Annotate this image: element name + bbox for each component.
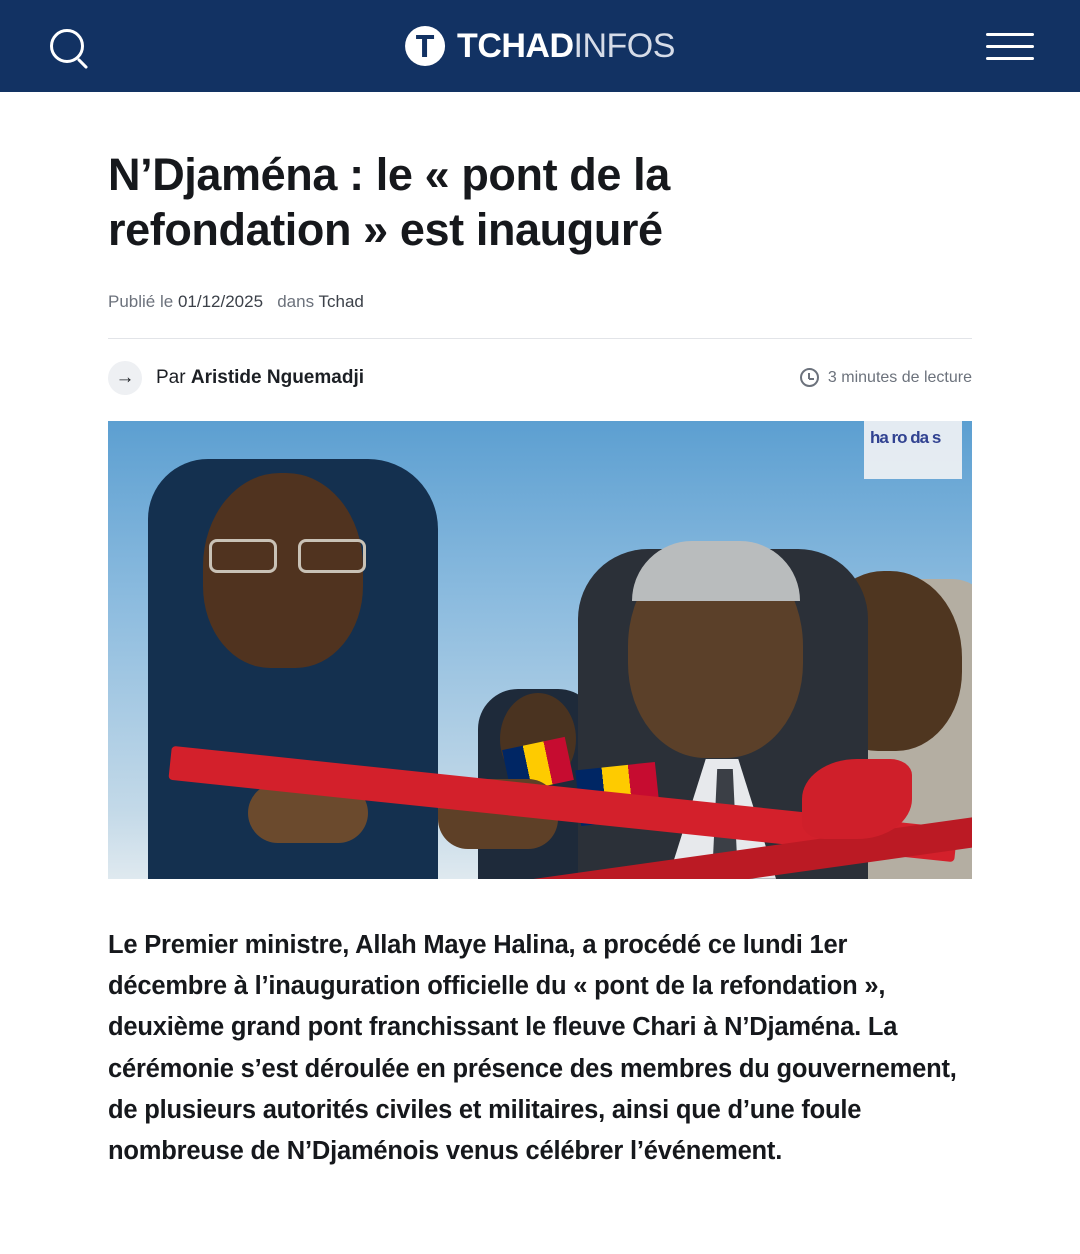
clock-icon	[800, 368, 819, 387]
published-prefix: Publié le	[108, 291, 174, 311]
brand-wordmark	[457, 29, 675, 63]
ribbon-bow	[802, 759, 912, 839]
menu-bar-3	[986, 57, 1034, 60]
byline-row	[108, 361, 972, 395]
article-hero-image	[108, 421, 972, 879]
search-button[interactable]	[40, 19, 94, 73]
meta-divider	[108, 338, 972, 339]
brand-primary: TCHAD	[457, 27, 574, 65]
read-time	[800, 368, 972, 387]
site-logo[interactable]	[405, 26, 675, 66]
image-watermark: ha ro da s	[864, 421, 962, 479]
byline[interactable]	[108, 361, 364, 395]
article-meta	[108, 292, 972, 312]
category-prefix: dans	[277, 291, 315, 311]
published-date: 01/12/2025	[177, 291, 264, 311]
search-icon	[50, 29, 84, 63]
arrow-right-icon: →	[108, 361, 142, 395]
byline-text	[156, 367, 364, 389]
read-time-label: 3 minutes de lecture	[827, 368, 972, 386]
brand-secondary: INFOS	[573, 27, 675, 65]
hamburger-menu-icon[interactable]	[986, 24, 1040, 68]
article-body	[0, 92, 1080, 1173]
category-link[interactable]: Tchad	[318, 291, 364, 311]
page-title: N’Djaména : le « pont de la refondation » est inauguré	[108, 149, 670, 255]
menu-bar-2	[986, 45, 1034, 48]
menu-bar-1	[986, 33, 1034, 36]
byline-prefix: Par	[156, 366, 186, 388]
glasses-icon	[203, 539, 368, 569]
tchadinfos-mark-icon	[405, 26, 445, 66]
lead-paragraph: Le Premier ministre, Allah Maye Halina, a procédé ce lundi 1er décembre à l’inauguration officielle du « pont de la refondation », deuxième grand pont franchissant le fleuve Chari à N’Djaména. La cérémonie s’est déroulée en présence des membres du gouvernement, de plusieurs autorités civiles et militaires, ainsi que d’une foule nombreuse de N’Djaménois venus célébrer l’événement.	[108, 930, 957, 1166]
author-name: Aristide Nguemadji	[190, 366, 365, 388]
site-header	[0, 0, 1080, 92]
